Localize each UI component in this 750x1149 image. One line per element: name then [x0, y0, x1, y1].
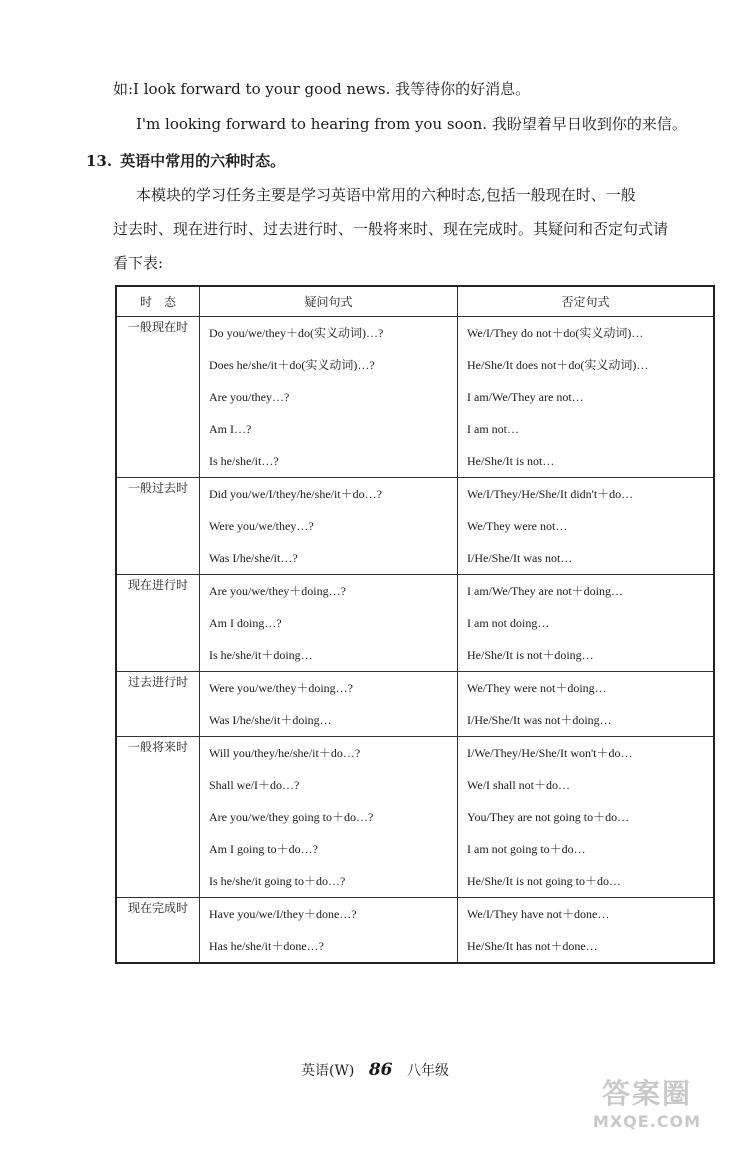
- negative-form: We/I/They have not＋done…: [467, 907, 610, 921]
- paragraph-line-1: 本模块的学习任务主要是学习英语中常用的六种时态,包括一般现在时、一般: [136, 186, 636, 204]
- negative-form: He/She/It is not going to＋do…: [467, 874, 621, 888]
- section-number: 13.: [86, 152, 113, 170]
- negative-form-cell: [458, 575, 715, 672]
- watermark-text-1: 答案圈: [601, 1077, 692, 1110]
- question-form-cell: [200, 575, 458, 672]
- tense-name: 现在完成时: [116, 898, 200, 964]
- question-form: Was I/he/she/it＋doing…: [209, 713, 332, 727]
- question-form-cell: [200, 737, 458, 898]
- tense-name: 一般现在时: [116, 317, 200, 478]
- table-row: [116, 317, 714, 478]
- example-sentence-1: 如:I look forward to your good news. 我等待你的好消息。: [113, 80, 531, 98]
- negative-form: We/I/They/He/She/It didn't＋do…: [467, 487, 634, 501]
- tense-name: 过去进行时: [116, 672, 200, 737]
- negative-form: I/We/They/He/She/It won't＋do…: [467, 746, 633, 760]
- negative-form: I am not going to＋do…: [467, 842, 586, 856]
- negative-form: I am not doing…: [467, 616, 550, 630]
- watermark-logo: [572, 1072, 722, 1131]
- negative-form: He/She/It is not…: [467, 454, 555, 468]
- negative-form-cell: [458, 478, 715, 575]
- page-number: 86: [368, 1060, 393, 1080]
- question-form: Does he/she/it＋do(实义动词)…?: [209, 358, 375, 372]
- negative-form: We/I/They do not＋do(实义动词)…: [467, 326, 644, 340]
- negative-form: I/He/She/It was not…: [467, 551, 573, 565]
- question-form: Do you/we/they＋do(实义动词)…?: [209, 326, 384, 340]
- table-row: [116, 737, 714, 898]
- question-form: Are you/they…?: [209, 390, 290, 404]
- negative-form: I/He/She/It was not＋doing…: [467, 713, 612, 727]
- header-question: 疑问句式: [200, 286, 458, 317]
- question-form: Is he/she/it＋doing…: [209, 648, 313, 662]
- tense-name: 一般将来时: [116, 737, 200, 898]
- question-form-cell: [200, 672, 458, 737]
- question-form-cell: [200, 898, 458, 964]
- tense-name: 一般过去时: [116, 478, 200, 575]
- question-form: Am I going to＋do…?: [209, 842, 318, 856]
- question-form: Was I/he/she/it…?: [209, 551, 298, 565]
- question-form: Were you/we/they…?: [209, 519, 314, 533]
- negative-form-cell: [458, 898, 715, 964]
- negative-form: He/She/It is not＋doing…: [467, 648, 594, 662]
- negative-form: We/They were not＋doing…: [467, 681, 607, 695]
- table-row: [116, 898, 714, 964]
- question-form: Is he/she/it…?: [209, 454, 279, 468]
- negative-form: He/She/It does not＋do(实义动词)…: [467, 358, 649, 372]
- question-form: Is he/she/it going to＋do…?: [209, 874, 346, 888]
- question-form: Am I doing…?: [209, 616, 282, 630]
- negative-form: I am/We/They are not＋doing…: [467, 584, 623, 598]
- footer-subject: 英语(W): [301, 1063, 355, 1079]
- negative-form: I am/We/They are not…: [467, 390, 584, 404]
- section-title: 英语中常用的六种时态。: [120, 152, 286, 170]
- negative-form: He/She/It has not＋done…: [467, 939, 598, 953]
- paragraph-line-2: 过去时、现在进行时、过去进行时、一般将来时、现在完成时。其疑问和否定句式请: [113, 220, 669, 238]
- section-heading: [86, 150, 285, 171]
- table-row: [116, 672, 714, 737]
- negative-form-cell: [458, 317, 715, 478]
- question-form: Will you/they/he/she/it＋do…?: [209, 746, 361, 760]
- tense-table: [115, 285, 715, 964]
- negative-form: I am not…: [467, 422, 519, 436]
- question-form: Did you/we/I/they/he/she/it＋do…?: [209, 487, 382, 501]
- negative-form: We/They were not…: [467, 519, 568, 533]
- question-form: Has he/she/it＋done…?: [209, 939, 324, 953]
- header-tense: 时 态: [116, 286, 200, 317]
- negative-form: You/They are not going to＋do…: [467, 810, 630, 824]
- table-body: [116, 317, 714, 964]
- question-form-cell: [200, 317, 458, 478]
- table-row: [116, 575, 714, 672]
- table-row: [116, 478, 714, 575]
- question-form: Are you/we/they＋doing…?: [209, 584, 346, 598]
- question-form: Am I…?: [209, 422, 252, 436]
- negative-form-cell: [458, 672, 715, 737]
- question-form: Were you/we/they＋doing…?: [209, 681, 353, 695]
- question-form: Shall we/I＋do…?: [209, 778, 300, 792]
- tense-name: 现在进行时: [116, 575, 200, 672]
- table-header-row: [116, 286, 714, 317]
- negative-form: We/I shall not＋do…: [467, 778, 571, 792]
- question-form: Are you/we/they going to＋do…?: [209, 810, 374, 824]
- paragraph-line-3: 看下表:: [113, 254, 164, 272]
- negative-form-cell: [458, 737, 715, 898]
- example-sentence-2: I'm looking forward to hearing from you soon. 我盼望着早日收到你的来信。: [136, 115, 687, 133]
- header-negative: 否定句式: [458, 286, 715, 317]
- watermark-text-2: MXQE.COM: [592, 1112, 702, 1131]
- question-form: Have you/we/I/they＋done…?: [209, 907, 357, 921]
- footer-grade: 八年级: [406, 1063, 449, 1079]
- question-form-cell: [200, 478, 458, 575]
